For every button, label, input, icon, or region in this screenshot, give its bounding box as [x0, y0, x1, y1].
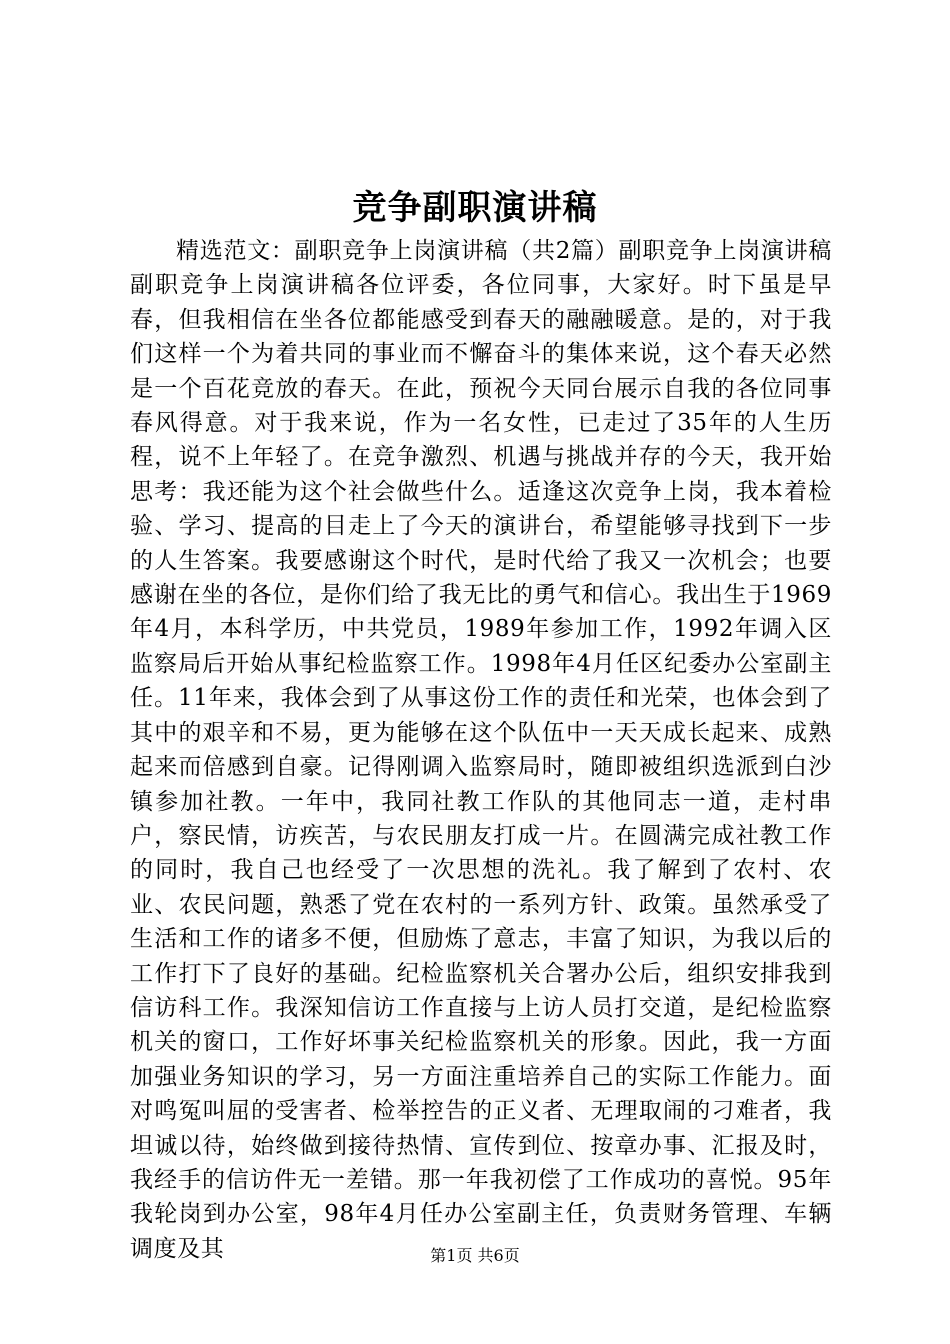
page-footer: 第1页 共6页: [430, 1246, 520, 1265]
document-title: 竞争副职演讲稿: [352, 188, 598, 228]
document-body: 精选范文：副职竞争上岗演讲稿（共2篇）副职竞争上岗演讲稿副职竞争上岗演讲稿各位评委，各位同事，大家好。时下虽是早春，但我相信在坐各位都能感受到春天的融融暖意。是的，对于我们这样一个为着共同的事业而不懈奋斗的集体来说，这个春天必然是一个百花竞放的春天。在此，预祝今天同台展示自我的各位同事春风得意。对于我来说，作为一名女性，已走过了35年的人生历程，说不上年轻了。在竞争激烈、机遇与挑战并存的今天，我开始思考：我还能为这个社会做些什么。适逢这次竞争上岗，我本着检验、学习、提高的目走上了今天的演讲台，希望能够寻找到下一步的人生答案。我要感谢这个时代，是时代给了我又一次机会；也要感谢在坐的各位，是你们给了我无比的勇气和信心。我出生于1969年4月，本科学历，中共党员，1989年参加工作，1992年调入区监察局后开始从事纪检监察工作。1998年4月任区纪委办公室副主任。11年来，我体会到了从事这份工作的责任和光荣，也体会到了其中的艰辛和不易，更为能够在这个队伍中一天天成长起来、成熟起来而倍感到自豪。记得刚调入监察局时，随即被组织选派到白沙镇参加社教。一年中，我同社教工作队的其他同志一道，走村串户，察民情，访疾苦，与农民朋友打成一片。在圆满完成社教工作的同时，我自己也经受了一次思想的洗礼。我了解到了农村、农业、农民问题，熟悉了党在农村的一系列方针、政策。虽然承受了生活和工作的诸多不便，但励炼了意志，丰富了知识，为我以后的工作打下了良好的基础。纪检监察机关合署办公后，组织安排我到信访科工作。我深知信访工作直接与上访人员打交道，是纪检监察机关的窗口，工作好坏事关纪检监察机关的形象。因此，我一方面加强业务知识的学习，另一方面注重培养自己的实际工作能力。面对鸣冤叫屈的受害者、检举控告的正义者、无理取闹的刁难者，我坦诚以待，始终做到接待热情、宣传到位、按章办事、汇报及时，我经手的信访件无一差错。那一年我初偿了工作成功的喜悦。95年我轮岗到办公室，98年4月任办公室副主任，负责财务管理、车辆调度及其: [130, 238, 832, 1262]
